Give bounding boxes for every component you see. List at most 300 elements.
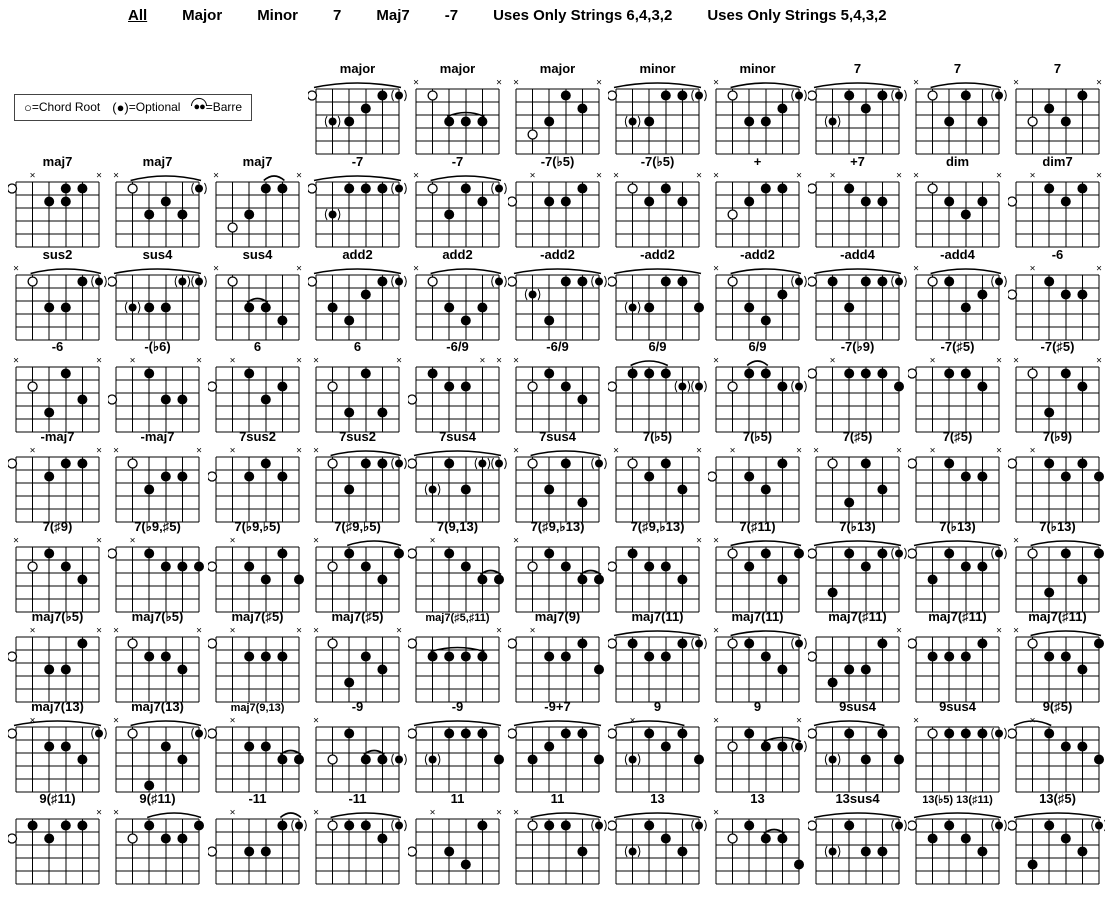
muted-string-icon: ×: [196, 445, 202, 457]
chord-diagram: [208, 430, 308, 525]
finger-dot: [977, 290, 987, 300]
finger-dot: [977, 639, 987, 649]
finger-dot: [877, 847, 887, 857]
muted-string-icon: ×: [113, 715, 119, 727]
optional-dot: [95, 730, 103, 738]
chord-label: maj7(♯11): [928, 610, 987, 624]
finger-dot: [577, 395, 587, 405]
finger-dot: [44, 472, 54, 482]
chord-cell: [1008, 610, 1105, 710]
chord-root-marker: [508, 277, 517, 286]
chord-root-marker: [8, 459, 17, 468]
chord-diagram: [908, 430, 1008, 525]
muted-string-icon: ×: [696, 445, 702, 457]
muted-string-icon: ×: [629, 715, 636, 727]
chord-diagram: [308, 430, 408, 525]
chord-diagram: [8, 155, 108, 250]
barre-arc: [431, 176, 501, 181]
finger-dot: [1094, 639, 1104, 649]
chord-root-marker: [8, 184, 17, 193]
chord-root-marker: [428, 277, 437, 286]
chord-cell: [808, 62, 908, 162]
chord-cell: [908, 248, 1008, 348]
barre-label: =Barre: [205, 100, 243, 114]
finger-dot: [661, 742, 671, 752]
chord-diagram: [608, 340, 708, 435]
optional-dot: [629, 118, 637, 126]
tab-maj7[interactable]: Maj7: [376, 7, 410, 24]
chord-cell: [1008, 430, 1105, 530]
tab-minor[interactable]: Minor: [257, 7, 299, 24]
finger-dot: [461, 729, 471, 739]
chord-diagram: [608, 700, 708, 795]
finger-dot: [844, 665, 854, 675]
barre-arc: [614, 269, 701, 274]
finger-dot: [644, 472, 654, 482]
chord-root-marker: [608, 91, 617, 100]
chord-diagram: [408, 155, 508, 250]
finger-dot: [277, 755, 287, 765]
barre-arc: [147, 813, 201, 818]
finger-dot: [77, 639, 87, 649]
chord-label: 7(♭13): [1039, 520, 1076, 534]
chord-root-marker: [208, 847, 217, 856]
finger-dot: [961, 562, 971, 572]
chord-cell: [308, 430, 408, 530]
chord-diagram: [608, 520, 708, 615]
chord-label: -6/9: [446, 340, 469, 354]
chord-label: -11: [248, 792, 267, 806]
chord-label: maj7(♯11): [828, 610, 887, 624]
muted-string-icon: ×: [1096, 263, 1102, 275]
chord-label: -7(♭5): [640, 155, 675, 169]
chord-root-marker: [408, 395, 417, 404]
finger-dot: [744, 639, 754, 649]
finger-dot: [844, 498, 854, 508]
muted-string-icon: ×: [96, 445, 102, 457]
muted-string-icon: ×: [529, 625, 536, 637]
optional-dot: [829, 756, 837, 764]
chord-diagram: [608, 155, 708, 250]
finger-dot: [1044, 408, 1054, 418]
chord-root-marker: [728, 210, 737, 219]
chord-label: -7(♯5): [1040, 340, 1075, 354]
muted-string-icon: ×: [829, 355, 836, 367]
chord-cell: [308, 700, 408, 800]
chord-root-marker: [908, 369, 917, 378]
chord-root-marker: [908, 549, 917, 558]
finger-dot: [344, 408, 354, 418]
muted-string-icon: ×: [129, 355, 136, 367]
chord-diagram: [508, 155, 608, 250]
finger-dot: [444, 729, 454, 739]
barre-arc: [614, 813, 701, 818]
chord-label: 7(♭9,♭5): [234, 520, 281, 534]
chord-root-marker: [808, 277, 817, 286]
chord-label: maj7(13): [31, 700, 84, 714]
muted-string-icon: ×: [113, 170, 119, 182]
tab-strings-6432[interactable]: Uses Only Strings 6,4,3,2: [493, 7, 673, 24]
finger-dot: [577, 104, 587, 114]
tab-major[interactable]: Major: [182, 7, 223, 24]
barre-arc: [1031, 631, 1101, 636]
tab-minor7[interactable]: -7: [444, 7, 459, 24]
finger-dot: [944, 459, 954, 469]
chord-label: 7(♯9,♭5): [334, 520, 381, 534]
barre-arc: [531, 451, 601, 456]
muted-string-icon: ×: [713, 715, 719, 727]
finger-dot: [1044, 821, 1054, 831]
chord-cell: [408, 520, 508, 620]
finger-dot: [777, 742, 787, 752]
chord-diagram: [408, 248, 508, 343]
chord-cell: [708, 62, 808, 162]
finger-dot: [1061, 549, 1071, 559]
finger-dot: [261, 395, 271, 405]
muted-string-icon: ×: [229, 715, 236, 727]
finger-dot: [561, 652, 571, 662]
finger-dot: [661, 369, 671, 379]
muted-string-icon: ×: [596, 170, 602, 182]
tab-strings-5432[interactable]: Uses Only Strings 5,4,3,2: [707, 7, 887, 24]
finger-dot: [477, 821, 487, 831]
optional-dot: [195, 278, 203, 286]
chord-label: -7: [351, 155, 364, 169]
chord-cell: [608, 792, 708, 892]
optional-dot: [678, 383, 686, 391]
muted-string-icon: ×: [1013, 355, 1019, 367]
chord-label: maj7(13): [131, 700, 184, 714]
chord-diagram: [208, 792, 308, 887]
finger-dot: [561, 821, 571, 831]
chord-diagram: [8, 520, 108, 615]
finger-dot: [644, 117, 654, 127]
chord-label: +: [753, 155, 762, 169]
chord-root-marker: [408, 459, 417, 468]
chord-label: 7(♭13): [939, 520, 976, 534]
muted-string-icon: ×: [396, 625, 402, 637]
chord-root-marker: [728, 639, 737, 648]
chord-label: 7(♯9,♭13): [530, 520, 585, 534]
optional-dot: [395, 460, 403, 468]
chord-root-marker: [128, 184, 137, 193]
barre-arc: [264, 176, 285, 181]
chord-root-marker: [928, 729, 937, 738]
chord-diagram: [8, 430, 108, 525]
finger-dot: [761, 742, 771, 752]
finger-dot: [944, 652, 954, 662]
chord-cell: [708, 248, 808, 348]
chord-diagram: [208, 340, 308, 435]
optional-dot: [178, 278, 186, 286]
chord-root-marker: [308, 277, 317, 286]
chord-label: maj7(♯5): [231, 610, 284, 624]
barre-arc: [414, 721, 501, 726]
muted-string-icon: ×: [896, 625, 902, 637]
muted-string-icon: ×: [1096, 355, 1102, 367]
finger-dot: [1061, 290, 1071, 300]
barre-arc: [814, 541, 901, 546]
muted-string-icon: ×: [313, 807, 319, 819]
finger-dot: [261, 303, 271, 313]
finger-dot: [861, 369, 871, 379]
finger-dot: [961, 834, 971, 844]
chord-diagram: [208, 248, 308, 343]
chord-cell: [508, 248, 608, 348]
finger-dot: [977, 847, 987, 857]
chord-diagram: [808, 520, 908, 615]
finger-dot: [377, 184, 387, 194]
chord-diagram: [508, 520, 608, 615]
chord-cell: [8, 430, 108, 530]
muted-string-icon: ×: [996, 625, 1002, 637]
muted-string-icon: ×: [513, 77, 519, 89]
chord-label: 9(♯11): [39, 792, 76, 806]
finger-dot: [394, 549, 404, 559]
optional-dot: [495, 185, 503, 193]
muted-string-icon: ×: [96, 807, 102, 819]
chord-diagram: [308, 248, 408, 343]
tab-all[interactable]: All: [128, 7, 148, 24]
chord-diagram: [208, 700, 308, 795]
optional-dot: [429, 486, 437, 494]
chord-cell: [408, 700, 508, 800]
muted-string-icon: ×: [296, 445, 302, 457]
chord-cell: [808, 248, 908, 348]
muted-string-icon: ×: [313, 355, 319, 367]
finger-dot: [644, 652, 654, 662]
tab-7[interactable]: 7: [333, 7, 342, 24]
muted-string-icon: ×: [1029, 170, 1036, 182]
muted-string-icon: ×: [229, 625, 236, 637]
chord-root-marker: [208, 639, 217, 648]
chord-cell: [308, 340, 408, 440]
chord-cell: [108, 792, 208, 892]
barre-arc: [314, 83, 401, 88]
finger-dot: [894, 382, 904, 392]
finger-dot: [644, 821, 654, 831]
barre-arc: [814, 721, 884, 726]
muted-string-icon: ×: [229, 355, 236, 367]
muted-string-icon: ×: [413, 263, 419, 275]
chord-cell: [108, 700, 208, 800]
chord-root-marker: [208, 562, 217, 571]
chord-cell: [608, 155, 708, 255]
chord-cell: [308, 610, 408, 710]
finger-dot: [1044, 184, 1054, 194]
finger-dot: [1077, 184, 1087, 194]
muted-string-icon: ×: [229, 535, 236, 547]
finger-dot: [777, 459, 787, 469]
muted-string-icon: ×: [229, 445, 236, 457]
chord-root-marker: [728, 742, 737, 751]
finger-dot: [628, 639, 638, 649]
chord-cell: [208, 792, 308, 892]
chord-cell: [108, 155, 208, 255]
finger-dot: [77, 184, 87, 194]
chord-label: maj7: [242, 155, 273, 169]
chord-label: 6/9: [648, 340, 667, 354]
chord-root-marker: [728, 549, 737, 558]
finger-dot: [277, 821, 287, 831]
chord-cell: [908, 700, 1008, 800]
chord-diagram: [508, 792, 608, 887]
chord-root-marker: [728, 834, 737, 843]
chord-root-marker: [28, 382, 37, 391]
chord-cell: [708, 700, 808, 800]
chord-diagram: [708, 700, 808, 795]
barre-arc: [414, 451, 501, 456]
muted-string-icon: ×: [29, 445, 36, 457]
finger-dot: [961, 729, 971, 739]
chord-cell: [708, 155, 808, 255]
chord-diagram: [908, 155, 1008, 250]
chord-cell: [908, 155, 1008, 255]
chord-diagram: [508, 700, 608, 795]
finger-dot: [944, 117, 954, 127]
barre-arc: [1031, 541, 1101, 546]
finger-dot: [544, 316, 554, 326]
muted-string-icon: ×: [313, 625, 319, 637]
chord-cell: [208, 610, 308, 710]
optional-dot: [595, 278, 603, 286]
chord-label: -add4: [940, 248, 975, 262]
finger-dot: [561, 91, 571, 101]
chord-root-marker: [328, 562, 337, 571]
finger-dot: [177, 472, 187, 482]
barre-arc: [731, 541, 801, 546]
finger-dot: [1077, 742, 1087, 752]
chord-label: 13(♯5): [1039, 792, 1076, 806]
finger-dot: [244, 210, 254, 220]
finger-dot: [544, 742, 554, 752]
muted-string-icon: ×: [29, 625, 36, 637]
muted-string-icon: ×: [96, 535, 102, 547]
muted-string-icon: ×: [613, 445, 619, 457]
finger-dot: [861, 197, 871, 207]
finger-dot: [877, 197, 887, 207]
finger-dot: [344, 821, 354, 831]
optional-dot: [529, 291, 537, 299]
chord-diagram: [708, 792, 808, 887]
finger-dot: [1077, 665, 1087, 675]
finger-dot: [461, 860, 471, 870]
optional-dot: [495, 460, 503, 468]
optional-dot: [795, 92, 803, 100]
finger-dot: [177, 395, 187, 405]
chord-label: -7: [451, 155, 464, 169]
finger-dot: [444, 210, 454, 220]
barre-arc: [331, 451, 401, 456]
finger-dot: [344, 184, 354, 194]
barre-arc: [280, 813, 301, 818]
finger-dot: [977, 562, 987, 572]
muted-string-icon: ×: [713, 263, 719, 275]
chord-diagram: [808, 430, 908, 525]
muted-string-icon: ×: [1013, 625, 1019, 637]
chord-cell: [508, 155, 608, 255]
chord-root-marker: [928, 91, 937, 100]
chord-cell: [608, 700, 708, 800]
muted-string-icon: ×: [713, 625, 719, 637]
chord-root-marker: [228, 223, 237, 232]
finger-dot: [594, 755, 604, 765]
chord-cell: [1008, 520, 1105, 620]
chord-label: -6/9: [546, 340, 569, 354]
finger-dot: [677, 91, 687, 101]
chord-root-marker: [808, 729, 817, 738]
muted-string-icon: ×: [796, 445, 802, 457]
finger-dot: [361, 369, 371, 379]
chord-root-marker: [8, 834, 17, 843]
finger-dot: [461, 485, 471, 495]
finger-dot: [444, 382, 454, 392]
finger-dot: [977, 472, 987, 482]
chord-root-marker: [208, 729, 217, 738]
chord-label: 9sus4: [939, 700, 976, 714]
chord-diagram: [1008, 520, 1105, 615]
chord-label: 6: [353, 340, 362, 354]
finger-dot: [244, 472, 254, 482]
chord-label: 7(♭13): [839, 520, 876, 534]
finger-dot: [577, 575, 587, 585]
chord-label: 13sus4: [835, 792, 880, 806]
finger-dot: [344, 316, 354, 326]
chord-label: 7(♭9): [1042, 430, 1073, 444]
chord-diagram: [908, 248, 1008, 343]
chord-root-marker: [1028, 639, 1037, 648]
chord-root-marker: [808, 369, 817, 378]
chord-cell: [908, 520, 1008, 620]
chord-label: minor: [639, 62, 676, 76]
optional-dot: [895, 550, 903, 558]
muted-string-icon: ×: [1029, 445, 1036, 457]
chord-cell: [308, 248, 408, 348]
finger-dot: [744, 303, 754, 313]
finger-dot: [1061, 834, 1071, 844]
finger-dot: [194, 821, 204, 831]
finger-dot: [77, 395, 87, 405]
finger-dot: [161, 742, 171, 752]
chord-diagram: [708, 340, 808, 435]
muted-string-icon: ×: [496, 355, 502, 367]
chord-root-marker: [28, 277, 37, 286]
chord-cell: [608, 610, 708, 710]
optional-dot: [795, 278, 803, 286]
chord-diagram: [708, 155, 808, 250]
finger-dot: [977, 729, 987, 739]
finger-dot: [1094, 549, 1104, 559]
finger-dot: [544, 117, 554, 127]
chord-root-marker: [708, 472, 717, 481]
chord-root-marker: [608, 562, 617, 571]
muted-string-icon: ×: [1096, 77, 1102, 89]
chord-diagram: [908, 610, 1008, 705]
finger-dot: [61, 742, 71, 752]
chord-label: 9(♯11): [139, 792, 176, 806]
finger-dot: [77, 821, 87, 831]
barre-arc: [814, 813, 901, 818]
chord-root-marker: [8, 729, 17, 738]
optional-dot: [395, 185, 403, 193]
chord-diagram: [1008, 700, 1105, 795]
finger-dot: [761, 184, 771, 194]
muted-string-icon: ×: [429, 807, 436, 819]
finger-dot: [477, 652, 487, 662]
chord-label: maj7(♭5): [31, 610, 84, 624]
chord-root-marker: [608, 639, 617, 648]
muted-string-icon: ×: [796, 170, 802, 182]
